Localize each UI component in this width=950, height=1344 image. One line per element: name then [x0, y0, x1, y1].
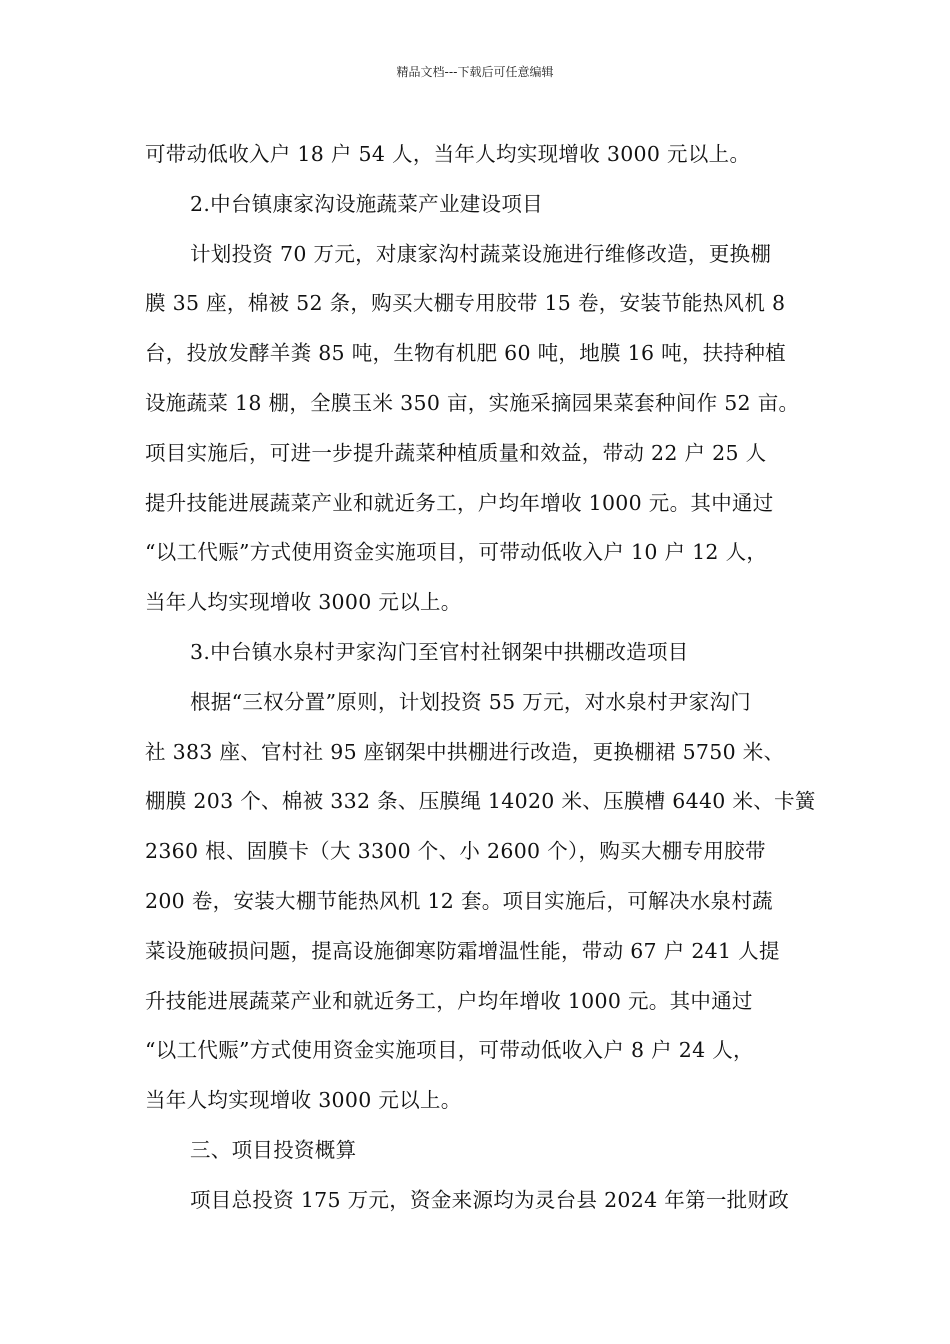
text-line: 提升技能进展蔬菜产业和就近务工，户均年增收 1000 元。其中通过 — [145, 490, 774, 515]
text-line: 升技能进展蔬菜产业和就近务工，户均年增收 1000 元。其中通过 — [145, 988, 753, 1013]
text-line: 项目总投资 175 万元，资金来源均为灵台县 2024 年第一批财政 — [190, 1187, 790, 1212]
text-line: 膜 35 座，棉被 52 条，购买大棚专用胶带 15 卷，安装节能热风机 8 — [145, 291, 786, 316]
text-line: 当年人均实现增收 3000 元以上。 — [145, 590, 462, 615]
text-line: 当年人均实现增收 3000 元以上。 — [145, 1088, 462, 1113]
text-line: 棚膜 203 个、棉被 332 条、压膜绳 14020 米、压膜槽 6440 米、卡簧 — [145, 789, 816, 814]
text-line: 三、项目投资概算 — [190, 1137, 357, 1162]
text-line: 可带动低收入户 18 户 54 人，当年人均实现增收 3000 元以上。 — [145, 142, 751, 166]
text-line: 根据“三权分置”原则，计划投资 55 万元，对水泉村尹家沟门 — [190, 689, 752, 714]
text-line: “以工代赈”方式使用资金实施项目，可带动低收入户 10 户 12 人， — [145, 540, 768, 565]
text-line: “以工代赈”方式使用资金实施项目，可带动低收入户 8 户 24 人， — [145, 1038, 754, 1063]
page-header: 精品文档---下载后可任意编辑 — [396, 65, 554, 79]
text-line: 2.中台镇康家沟设施蔬菜产业建设项目 — [190, 191, 543, 216]
text-line: 200 卷，安装大棚节能热风机 12 套。项目实施后，可解决水泉村蔬 — [145, 888, 773, 913]
text-line: 项目实施后，可进一步提升蔬菜种植质量和效益，带动 22 户 25 人 — [145, 440, 767, 465]
text-line: 设施蔬菜 18 棚，全膜玉米 350 亩，实施采摘园果菜套种间作 52 亩。 — [145, 390, 800, 415]
text-line: 社 383 座、官村社 95 座钢架中拱棚进行改造，更换棚裙 5750 米、 — [145, 739, 785, 764]
text-line: 2360 根、固膜卡（大 3300 个、小 2600 个），购买大棚专用胶带 — [145, 839, 766, 864]
text-line: 台，投放发酵羊粪 85 吨，生物有机肥 60 吨，地膜 16 吨，扶持种植 — [145, 341, 786, 366]
text-line: 3.中台镇水泉村尹家沟门至官村社钢架中拱棚改造项目 — [190, 639, 689, 664]
text-line: 计划投资 70 万元，对康家沟村蔬菜设施进行维修改造，更换棚 — [190, 241, 772, 266]
document-body — [145, 130, 825, 1226]
text-line: 菜设施破损问题，提高设施御寒防霜增温性能，带动 67 户 241 人提 — [145, 938, 780, 963]
